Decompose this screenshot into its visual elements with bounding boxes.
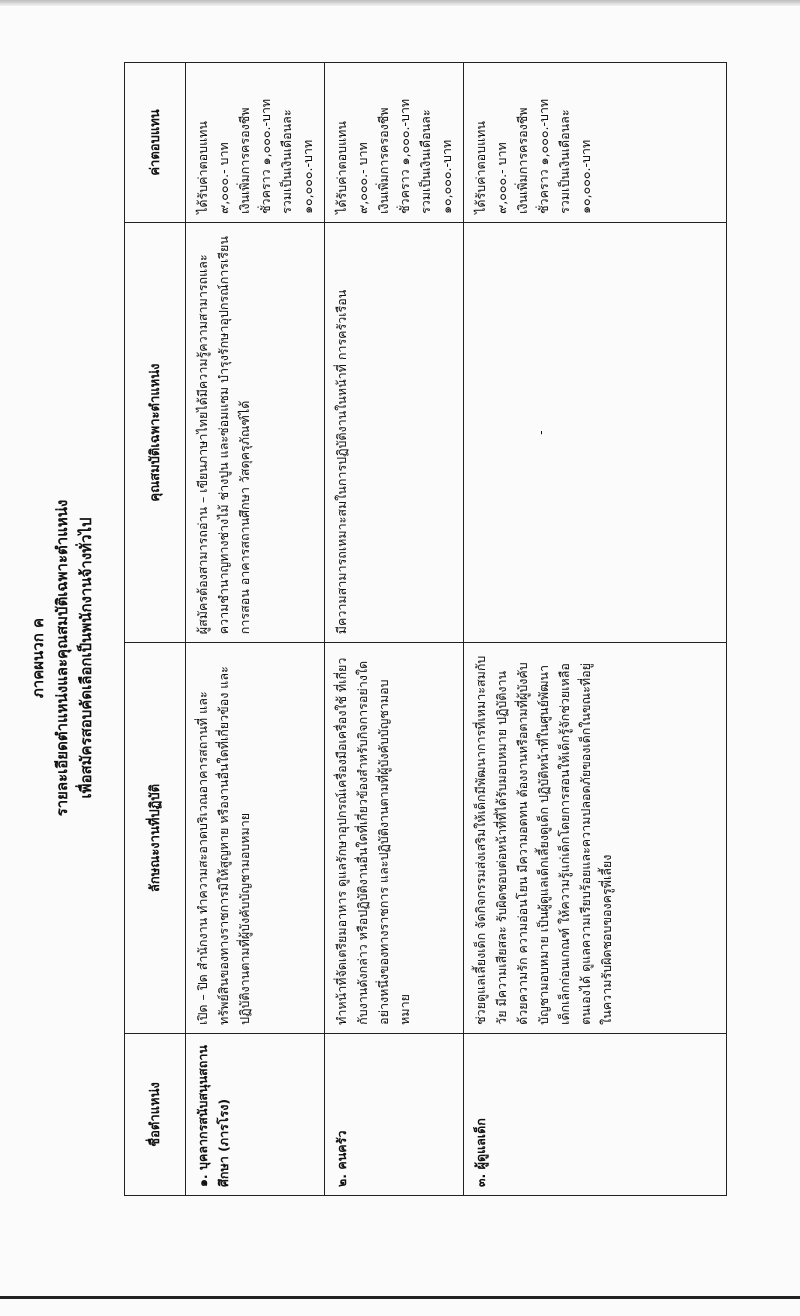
qualifications-cell [464, 222, 727, 642]
qualifications-cell: มีความสามารถเหมาะสมในการปฏิบัติงานในหน้าที่ การครัวเรือน [325, 222, 464, 642]
compensation-line: ๙,๐๐๐.- บาท [355, 142, 370, 214]
compensation-cell [186, 63, 325, 223]
compensation-line: ชั่วคราว ๑,๐๐๐.-บาท [536, 98, 551, 214]
compensation-line: ชั่วคราว ๑,๐๐๐.-บาท [397, 98, 412, 214]
position-table [124, 62, 727, 1196]
compensation-line: รวมเป็นเงินเดือนละ [418, 109, 433, 214]
position-name: ๑. บุคลากรสนับสนุนสถานศึกษา (ภารโรง) [186, 1033, 325, 1195]
compensation-line: รวมเป็นเงินเดือนละ [557, 109, 572, 214]
qualifications-cell: ผู้สมัครต้องสามารถอ่าน – เขียนภาษาไทยได้มีความรู้ความสามารถและความชำนาญทางช่างไม้ ช่างปูน และซ่อมแซม บำรุงรักษาอุปกรณ์การเรียน การสอน อาคารสถานศึกษา วัสดุครุภัณฑ์ได้ [186, 222, 325, 642]
column-header-qualifications: คุณสมบัติเฉพาะตำแหน่ง [125, 222, 186, 642]
compensation-line: รวมเป็นเงินเดือนละ [279, 109, 294, 214]
table-row [325, 63, 464, 1196]
compensation-line: ๙,๐๐๐.- บาท [494, 142, 509, 214]
document-title: รายละเอียดตำแหน่งและคุณสมบัติเฉพาะตำแหน่ง [53, 499, 71, 817]
table-header-row [125, 63, 186, 1196]
compensation-line: เงินเพิ่มการครองชีพ [376, 107, 391, 214]
duties-cell: ช่วยดูแลเลี้ยงเด็ก จัดกิจกรรมส่งเสริมให้เด็กมีพัฒนาการที่เหมาะสมกับวัย มีความเสียสละ รับผิดชอบต่อหน้าที่ที่ได้รับมอบหมาย ปฏิบัติงานด้วยความรัก ความอ่อนโยน มีความอดทน ต้องงานหรือตามที่ผู้บังคับบัญชามอบหมาย เป็นผู้ดูแลเด็กเลี้ยงดูเด็ก ปฏิบัติหน้าที่ในศูนย์พัฒนาเด็กเล็กก่อนเกณฑ์ ให้ความรู้แก่เด็กโดยการสอนให้เด็กรู้จักช่วยเหลือตนเองได้ ดูแลความเรียบร้อยและความปลอดภัยของเด็กในขณะที่อยู่ ในความรับผิดชอบของครูพี่เลี้ยง [464, 643, 727, 1034]
position-name: ๓. ผู้ดูแลเด็ก [464, 1033, 727, 1195]
compensation-cell [464, 63, 727, 223]
table-row [464, 63, 727, 1196]
compensation-line: ได้รับค่าตอบแทน [195, 121, 210, 214]
compensation-cell [325, 63, 464, 223]
compensation-line: ชั่วคราว ๑,๐๐๐.-บาท [258, 98, 273, 214]
column-header-compensation: ค่าตอบแทน [125, 63, 186, 223]
column-header-duties: ลักษณะงานที่ปฏิบัติ [125, 643, 186, 1034]
table-row [186, 63, 325, 1196]
compensation-line: ๙,๐๐๐.- บาท [216, 142, 231, 214]
compensation-line: ได้รับค่าตอบแทน [473, 121, 488, 214]
duties-cell: เปิด – ปิด สำนักงาน ทำความสะอาดบริเวณอาคารสถานที่ และทรัพย์สินของทางราชการมิให้สูญหาย หรืองานอื่นใดที่เกี่ยวข้อง และปฏิบัติงานตามที่ผู้บังคับบัญชามอบหมาย [186, 643, 325, 1034]
duties-cell: ทำหน้าที่จัดเตรียมอาหาร ดูแลรักษาอุปกรณ์เครื่องมือเครื่องใช้ ที่เกี่ยวกับงานดังกล่าว หรือปฏิบัติงานอื่นใดที่เกี่ยวข้องสำหรับกิจการอย่างใดอย่างหนึ่งของทางราชการ และปฏิบัติงานตามที่ผู้บังคับบัญชามอบหมาย [325, 643, 464, 1034]
column-header-position: ชื่อตำแหน่ง [125, 1033, 186, 1195]
compensation-line: เงินเพิ่มการครองชีพ [515, 107, 530, 214]
compensation-line: ได้รับค่าตอบแทน [334, 121, 349, 214]
compensation-line: ๑๐,๐๐๐.-บาท [439, 139, 454, 214]
position-name: ๒. คนครัว [325, 1033, 464, 1195]
qualifications-empty-mark: - [533, 430, 548, 435]
compensation-line: ๑๐,๐๐๐.-บาท [578, 139, 593, 214]
annex-label: ภาคผนวก ค [29, 617, 47, 699]
document-subtitle: เพื่อสมัครสอบคัดเลือกเป็นพนักงานจ้างทั่วไป [77, 517, 95, 799]
compensation-line: เงินเพิ่มการครองชีพ [237, 107, 252, 214]
compensation-line: ๑๐,๐๐๐.-บาท [300, 139, 315, 214]
